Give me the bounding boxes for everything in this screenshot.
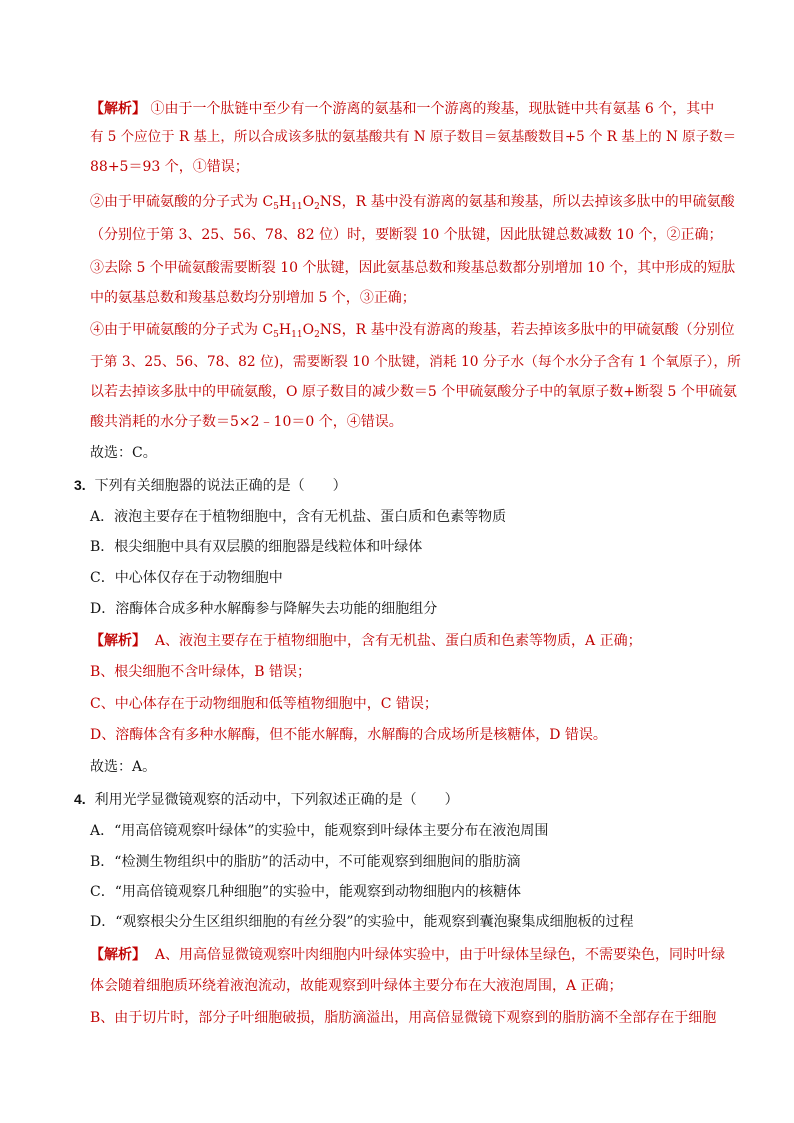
q2-text-3a: 88+5＝93 个， bbox=[90, 159, 193, 175]
q4-option-c: C．“用高倍镜观察几种细胞”的实验中，能观察到动物细胞内的核糖体 bbox=[90, 884, 522, 900]
q2-text-4b: NS，R 基中没有游离的氨基和羧基，所以去掉该多肽中的甲硫氨酸 bbox=[319, 194, 735, 210]
formula-o: O bbox=[302, 322, 315, 338]
formula-o: O bbox=[302, 194, 315, 210]
q3-analysis-line-2: B、根尖细胞不含叶绿体，B 错误； bbox=[90, 664, 312, 680]
q4-analysis-line-3: B、由于切片时，部分子叶细胞破损，脂肪滴溢出，用高倍显微镜下观察到的脂肪滴不全部存在于细胞 bbox=[90, 1010, 717, 1026]
circled-number-1: ① bbox=[192, 159, 207, 175]
q2-text-3b: 错误； bbox=[206, 159, 249, 175]
circled-number-4: ④ bbox=[346, 414, 361, 430]
q2-analysis-line-3 bbox=[90, 157, 249, 177]
q3-option-d: D．溶酶体合成多种水解酶参与降解失去功能的细胞组分 bbox=[90, 601, 438, 617]
q2-text-11b: 错误。 bbox=[360, 414, 403, 430]
analysis-tag: 【解析】 bbox=[90, 633, 146, 649]
q4-analysis-line-2: 体会随着细胞质环绕着液泡流动，故能观察到叶绿体主要分布在大液泡周围，A 正确； bbox=[90, 978, 623, 994]
q3-option-c: C．中心体仅存在于动物细胞中 bbox=[90, 570, 283, 586]
q2-text-4a: 由于甲硫氨酸的分子式为 C bbox=[104, 194, 274, 210]
q4-option-d: D．“观察根尖分生区组织细胞的有丝分裂”的实验中，能观察到囊泡聚集成细胞板的过程 bbox=[90, 914, 634, 930]
q4-option-b: B．“检测生物组织中的脂肪”的活动中，不可能观察到细胞间的脂肪滴 bbox=[90, 854, 521, 870]
analysis-tag: 【解析】 bbox=[90, 947, 146, 963]
subscript: 11 bbox=[291, 202, 303, 212]
q2-text-7a: 中的氨基总数和羧基总数均分别增加 5 个， bbox=[90, 290, 360, 306]
circled-number-2: ② bbox=[90, 194, 104, 210]
q2-analysis-line-7 bbox=[90, 288, 416, 308]
subscript: 2 bbox=[314, 202, 320, 212]
question-stem: 利用光学显微镜观察的活动中，下列叙述正确的是（ ） bbox=[94, 792, 459, 808]
subscript: 11 bbox=[291, 330, 303, 340]
q2-analysis-line-1 bbox=[90, 99, 714, 119]
q2-text-8b: NS，R 基中没有游离的羧基，若去掉该多肽中的甲硫氨酸（分别位 bbox=[319, 322, 735, 338]
q3-option-a: A．液泡主要存在于植物细胞中，含有无机盐、蛋白质和色素等物质 bbox=[90, 509, 507, 525]
subscript: 2 bbox=[314, 330, 320, 340]
q2-text-7b: 正确； bbox=[373, 290, 416, 306]
question-3 bbox=[74, 475, 347, 496]
q2-analysis-line-4 bbox=[90, 192, 735, 212]
q3-analysis-line-3: C、中心体存在于动物细胞和低等植物细胞中，C 错误； bbox=[90, 696, 438, 712]
q4-analysis-text-1: A、用高倍显微镜观察叶肉细胞内叶绿体实验中，由于叶绿体呈绿色，不需要染色，同时叶绿 bbox=[154, 947, 726, 963]
q3-analysis-text-1: A、液泡主要存在于植物细胞中，含有无机盐、蛋白质和色素等物质，A 正确； bbox=[154, 633, 642, 649]
circled-number-3: ③ bbox=[90, 260, 104, 276]
circled-number-2: ② bbox=[666, 227, 681, 243]
question-number: 3. bbox=[74, 477, 86, 493]
q2-analysis-line-8 bbox=[90, 320, 735, 340]
question-4 bbox=[74, 789, 459, 810]
q2-text-11a: 酸共消耗的水分子数＝5×2﹣10＝0 个， bbox=[90, 414, 347, 430]
q2-analysis-line-5 bbox=[90, 225, 723, 245]
q2-analysis-line-9 bbox=[90, 352, 741, 372]
q2-analysis-line-6 bbox=[90, 258, 735, 278]
circled-number-3: ③ bbox=[359, 290, 374, 306]
q2-text-6: 去除 5 个甲硫氨酸需要断裂 10 个肽键，因此氨基总数和羧基总数都分别增加 10 个，其中形成的短肽 bbox=[104, 260, 736, 276]
q2-analysis-line-10 bbox=[90, 382, 737, 402]
q2-text-5b: 正确； bbox=[680, 227, 723, 243]
q3-answer: 故选：A。 bbox=[90, 759, 157, 775]
question-stem: 下列有关细胞器的说法正确的是（ ） bbox=[94, 478, 347, 494]
q3-analysis-line-4: D、溶酶体含有多种水解酶，但不能水解酶，水解酶的合成场所是核糖体，D 错误。 bbox=[90, 727, 607, 743]
q4-option-a: A．“用高倍镜观察叶绿体”的实验中，能观察到叶绿体主要分布在液泡周围 bbox=[90, 823, 549, 839]
circled-number-1: ① bbox=[150, 101, 165, 117]
q3-analysis-line-1 bbox=[90, 631, 642, 651]
subscript: 5 bbox=[273, 202, 279, 212]
q4-analysis-line-1 bbox=[90, 945, 725, 965]
analysis-tag: 【解析】 bbox=[90, 101, 146, 117]
q2-answer: 故选：C。 bbox=[90, 445, 157, 461]
q2-text-5a: （分别位于第 3、25、56、78、82 位）时，要断裂 10 个肽键，因此肽键总数减数 10 个， bbox=[90, 227, 667, 243]
q2-text-8a: 由于甲硫氨酸的分子式为 C bbox=[104, 322, 274, 338]
q2-text-1: 由于一个肽链中至少有一个游离的氨基和一个游离的羧基，现肽链中共有氨基 6 个，其中 bbox=[164, 101, 715, 117]
question-number: 4. bbox=[74, 791, 86, 807]
q2-text-2: 有 5 个应位于 R 基上，所以合成该多肽的氨基酸共有 N 原子数目＝氨基酸数目+5 个 R 基上的 N 原子数＝ bbox=[90, 129, 737, 145]
q2-text-9: 于第 3、25、56、78、82 位)，需要断裂 10 个肽键，消耗 10 分子水（每个水分子含有 1 个氧原子），所 bbox=[90, 354, 741, 370]
subscript: 5 bbox=[273, 330, 279, 340]
q2-analysis-line-2 bbox=[90, 127, 736, 147]
formula-h: H bbox=[278, 322, 292, 338]
q2-text-10: 以若去掉该多肽中的甲硫氨酸，O 原子数目的减少数＝5 个甲硫氨酸分子中的氧原子数+断裂 5 个甲硫氨 bbox=[90, 384, 737, 400]
circled-number-4: ④ bbox=[90, 322, 104, 338]
q2-analysis-line-11 bbox=[90, 412, 403, 432]
formula-h: H bbox=[278, 194, 292, 210]
q3-option-b: B．根尖细胞中具有双层膜的细胞器是线粒体和叶绿体 bbox=[90, 539, 423, 555]
